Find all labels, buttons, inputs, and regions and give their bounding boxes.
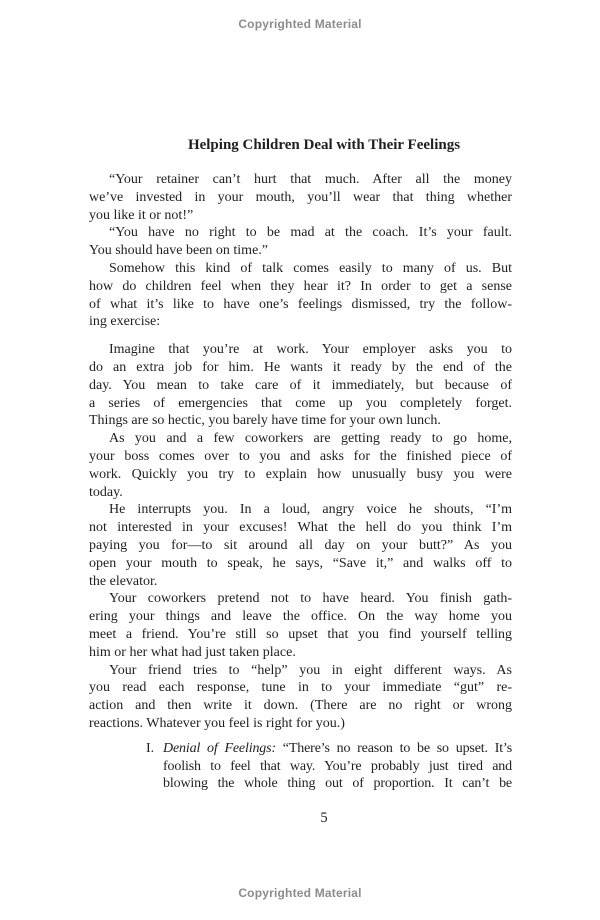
body-line: blowing the whole thing out of proportion. It can’t be bbox=[163, 776, 512, 792]
paragraph bbox=[89, 224, 512, 260]
body-line: today. bbox=[89, 484, 123, 500]
copyright-watermark-top: Copyrighted Material bbox=[238, 17, 362, 31]
paragraph bbox=[89, 662, 512, 733]
chapter-heading: Helping Children Deal with Their Feelings bbox=[187, 137, 461, 153]
body-line: we’ve invested in your mouth, you’ll wear that thing whether bbox=[89, 189, 512, 205]
page-number: 5 bbox=[320, 810, 328, 826]
paragraph bbox=[89, 171, 512, 224]
body-line: ering your things and leave the office. On the way home you bbox=[89, 609, 512, 625]
text-column bbox=[89, 135, 512, 793]
list-marker: I. bbox=[146, 740, 155, 756]
paragraph bbox=[89, 341, 512, 430]
body-line: Imagine that you’re at work. Your employer asks you to bbox=[109, 342, 512, 358]
body-line: of what it’s like to have one’s feelings dismissed, try the follow- bbox=[89, 296, 512, 312]
body-line: Your coworkers pretend not to have heard. You finish gath- bbox=[109, 591, 512, 607]
body-line: reactions. Whatever you feel is right for you.) bbox=[89, 715, 345, 731]
body-line: you read each response, tune in to your immediate “gut” re- bbox=[89, 680, 512, 696]
body-line: You should have been on time.” bbox=[89, 243, 268, 259]
list-continuation bbox=[163, 758, 512, 794]
body-line: “You have no right to be mad at the coach. It’s your fault. bbox=[109, 225, 512, 241]
body-line: a series of emergencies that come up you completely forget. bbox=[89, 395, 512, 411]
paragraph bbox=[89, 260, 512, 331]
body-line: He interrupts you. In a loud, angry voice he shouts, “I’m bbox=[109, 502, 512, 518]
body-line: open your mouth to speak, he says, “Save it,” and walks off to bbox=[89, 555, 512, 571]
intro-paragraphs bbox=[89, 171, 512, 331]
body-line: you like it or not!” bbox=[89, 207, 194, 223]
body-line: do an extra job for him. He wants it ready by the end of the bbox=[89, 359, 512, 375]
body-line: day. You mean to take care of it immediately, but because of bbox=[89, 377, 512, 393]
body-line: As you and a few coworkers are getting ready to go home, bbox=[109, 431, 512, 447]
body-line: paying you for—to sit around all day on your butt?” As you bbox=[89, 537, 512, 553]
body-line: Your friend tries to “help” you in eight different ways. As bbox=[109, 662, 512, 678]
list-item-denial-of-feelings bbox=[89, 740, 512, 793]
body-line: work. Quickly you try to explain how unusually busy you were bbox=[89, 466, 512, 482]
body-line: Things are so hectic, you barely have time for your own lunch. bbox=[89, 413, 441, 429]
body-line: foolish to feel that way. You’re probably just tired and bbox=[163, 758, 512, 774]
list-first-line bbox=[163, 740, 512, 758]
body-line: how do children feel when they hear it? In order to get a sense bbox=[89, 278, 512, 294]
body-line: action and then write it down. (There are no right or wrong bbox=[89, 698, 512, 714]
exercise-paragraphs bbox=[89, 341, 512, 733]
body-line: “Your retainer can’t hurt that much. After all the money bbox=[109, 172, 512, 187]
body-line: ing exercise: bbox=[89, 314, 161, 330]
body-line: your boss comes over to you and asks for the finished piece of bbox=[89, 448, 512, 464]
body-line: the elevator. bbox=[89, 573, 158, 589]
body-line: not interested in your excuses! What the hell do you think I’m bbox=[89, 520, 512, 536]
body-line: him or her what had just taken place. bbox=[89, 644, 296, 660]
body-line: Somehow this kind of talk comes easily to many of us. But bbox=[109, 260, 512, 276]
paragraph bbox=[89, 501, 512, 590]
paragraph bbox=[89, 430, 512, 501]
copyright-watermark-bottom: Copyrighted Material bbox=[238, 886, 362, 900]
list-label-italic: Denial of Feelings: bbox=[163, 740, 276, 756]
list-first-line-text: “There’s no reason to be so upset. It’s bbox=[282, 740, 512, 756]
paragraph bbox=[89, 590, 512, 661]
body-line: meet a friend. You’re still so upset that you find yourself telling bbox=[89, 626, 512, 642]
